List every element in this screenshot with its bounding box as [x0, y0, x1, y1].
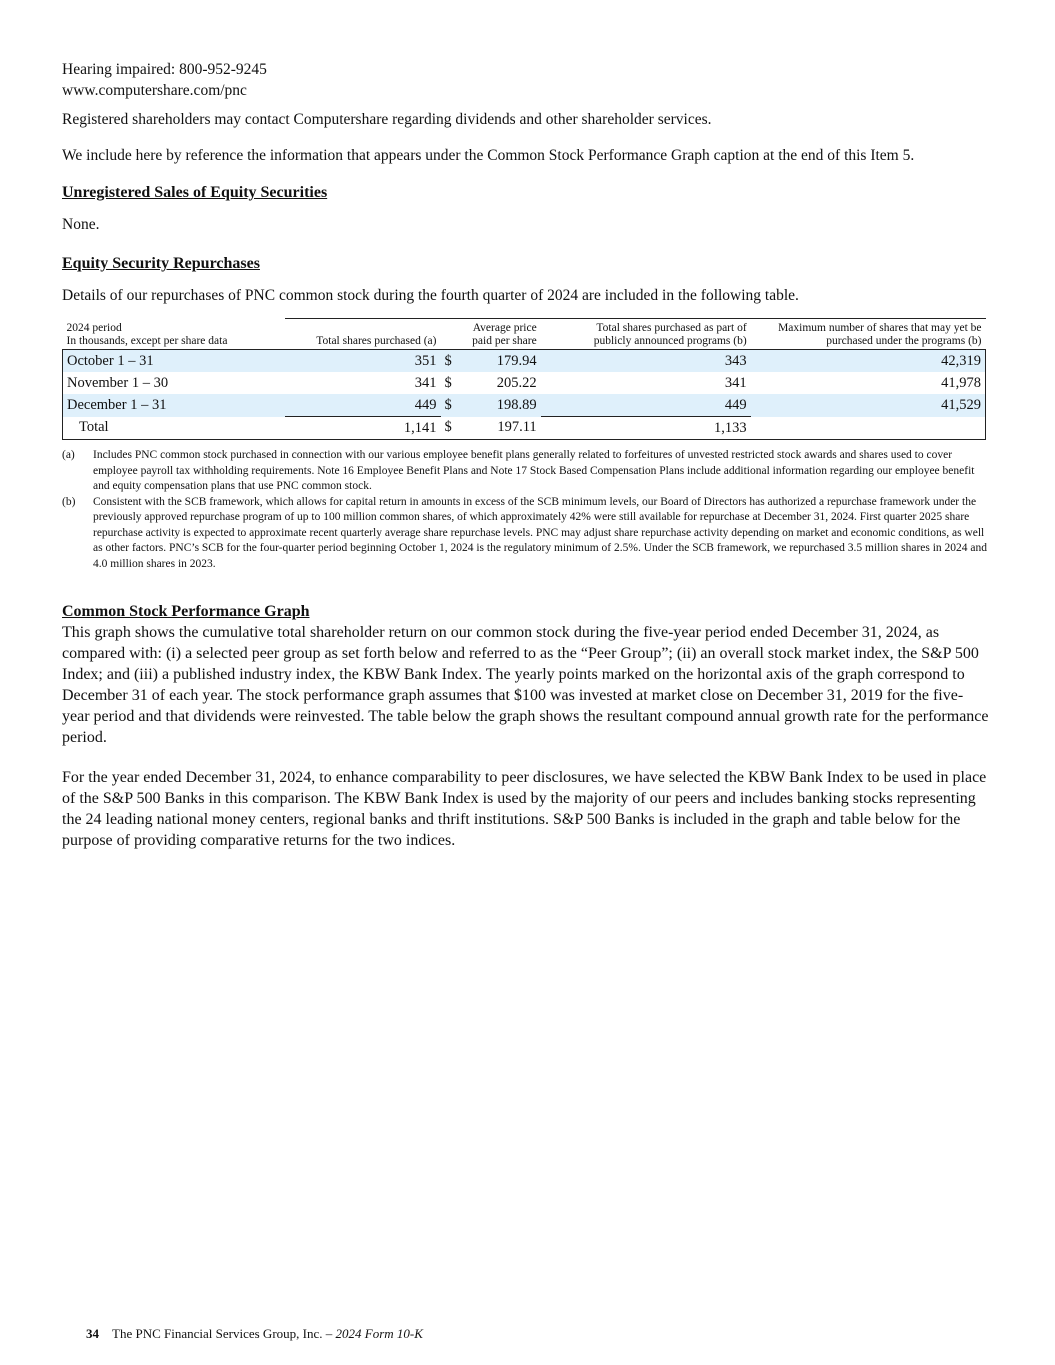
performance-para1: This graph shows the cumulative total shareholder return on our common stock during the five-year period ended December 31, 2024, as compared with: (i) a selected peer group as set forth below and referred to as the “Peer Group”; (ii) an overall stock market index, the S&P 500 Index; and (iii) a published industry index, the KBW Bank Index. The yearly points marked on the horizontal axis of the graph correspond to December 31 of each year. The stock performance graph assumes that $100 was invested at market close on December 31, 2019 for the five-year period and that dividends were reinvested. The table below the graph shows the resultant compound annual growth rate for the performance period.: [62, 624, 989, 746]
header-period-line1: 2024 period: [66, 322, 122, 334]
cell-max: 41,529: [751, 394, 986, 417]
hearing-impaired-line: Hearing impaired: 800-952-9245: [62, 61, 267, 78]
footnote-text: Consistent with the SCB framework, which allows for capital return in amounts in excess of the SCB minimum levels, our Board of Directors has authorized a repurchase framework under the previously approved repurchase program of up to 100 million common shares, of which approximately 42% were still available for repurchase at December 31, 2024. First quarter 2025 share repurchase activity is expected to approximate recent quarterly average share repurchase levels. PNC may adjust share repurchase activity depending on market and economic conditions, as well as other factors. PNC’s SCB for the four-quarter period beginning October 1, 2024 is the regulatory minimum of 2.5%. Under the SCB framework, we repurchased 3.5 million shares in 2024 and 4.0 million shares in 2023.: [93, 495, 988, 570]
website-line: www.computershare.com/pnc: [62, 82, 247, 99]
header-avg-line1: Average price: [472, 322, 537, 334]
cell-max: 41,978: [941, 374, 981, 391]
page-footer: [86, 1326, 423, 1342]
table-row: [63, 372, 986, 394]
registered-note: Registered shareholders may contact Computershare regarding dividends and other shareholder services.: [62, 111, 712, 128]
cell-avg: 198.89: [459, 394, 541, 417]
table-row: [63, 394, 986, 417]
cell-currency: $: [444, 374, 452, 391]
header-total-shares: [285, 319, 441, 350]
cell-period: October 1 – 31: [63, 350, 285, 373]
footnote-text: Includes PNC common stock purchased in connection with our various employee benefit plans generally related to forfeitures of unvested restricted stock awards and shares used to cover employee payroll tax withholding requirements. Note 16 Employee Benefit Plans and Note 17 Stock Based Compensation Plans include additional information regarding our employee benefit and equity compensation plans that use PNC common stock.: [93, 449, 975, 492]
header-programs: [541, 319, 751, 350]
performance-heading: Common Stock Performance Graph: [62, 603, 310, 620]
header-period: [63, 319, 285, 350]
header-maximum-shares: [751, 319, 986, 350]
footnote-mark: (a): [62, 449, 75, 461]
table-total-row: [63, 417, 986, 440]
header-average-price: [441, 319, 541, 350]
unregistered-body: None.: [62, 216, 100, 233]
page-number: 34: [86, 1326, 99, 1341]
repurchases-intro: Details of our repurchases of PNC common stock during the fourth quarter of 2024 are included in the following table.: [62, 287, 799, 304]
footer-form: 2024 Form 10-K: [335, 1326, 423, 1341]
reference-note: We include here by reference the information that appears under the Common Stock Performance Graph caption at the end of this Item 5.: [62, 147, 915, 164]
cell-max: 42,319: [751, 350, 986, 373]
header-avg-line2: paid per share: [472, 334, 537, 347]
cell-max-empty: [751, 417, 986, 440]
cell-currency: $: [441, 350, 459, 373]
cell-total: 351: [285, 350, 441, 373]
cell-avg: 205.22: [496, 374, 537, 391]
cell-currency: $: [444, 419, 452, 436]
header-programs-line2: publicly announced programs (b): [593, 334, 747, 347]
header-period-line2: In thousands, except per share data: [66, 334, 228, 347]
cell-total: 1,141: [403, 419, 437, 436]
cell-currency: $: [441, 394, 459, 417]
cell-avg: 197.11: [497, 419, 537, 436]
footnote-a: [62, 448, 990, 495]
cell-programs: 343: [541, 350, 751, 373]
cell-total: 341: [414, 374, 437, 391]
header-max-line2: purchased under the programs (b): [826, 334, 982, 347]
performance-para2: For the year ended December 31, 2024, to enhance comparability to peer disclosures, we have selected the KBW Bank Index to be used in place of the S&P 500 Banks in this comparison. The KBW Bank Index is used by the majority of our peers and includes banking stocks representing the 24 leading national money centers, regional banks and thrift institutions. S&P 500 Banks is included in the graph and table below for the purpose of providing comparative returns for the two indices.: [62, 769, 987, 849]
cell-total-label: Total: [79, 419, 109, 436]
header-total-label: Total shares purchased (a): [316, 334, 437, 347]
repurchases-heading: Equity Security Repurchases: [62, 255, 260, 272]
document-page: [62, 59, 990, 851]
repurchases-table: [62, 318, 986, 440]
cell-programs: 449: [541, 394, 751, 417]
cell-programs: 341: [724, 374, 747, 391]
cell-period: November 1 – 30: [67, 374, 169, 391]
footnotes: [62, 448, 990, 572]
table-row: [63, 350, 986, 373]
cell-programs: 1,133: [714, 419, 747, 436]
footnote-mark: (b): [62, 495, 76, 508]
footer-company: The PNC Financial Services Group, Inc. –: [112, 1326, 333, 1341]
cell-avg: 179.94: [459, 350, 541, 373]
footnote-b: [62, 495, 990, 573]
header-programs-line1: Total shares purchased as part of: [596, 322, 747, 334]
cell-total: 449: [285, 394, 441, 417]
table-header-row: [63, 319, 986, 350]
header-max-line1: Maximum number of shares that may yet be: [778, 322, 982, 334]
unregistered-heading: Unregistered Sales of Equity Securities: [62, 184, 328, 201]
cell-period: December 1 – 31: [63, 394, 285, 417]
